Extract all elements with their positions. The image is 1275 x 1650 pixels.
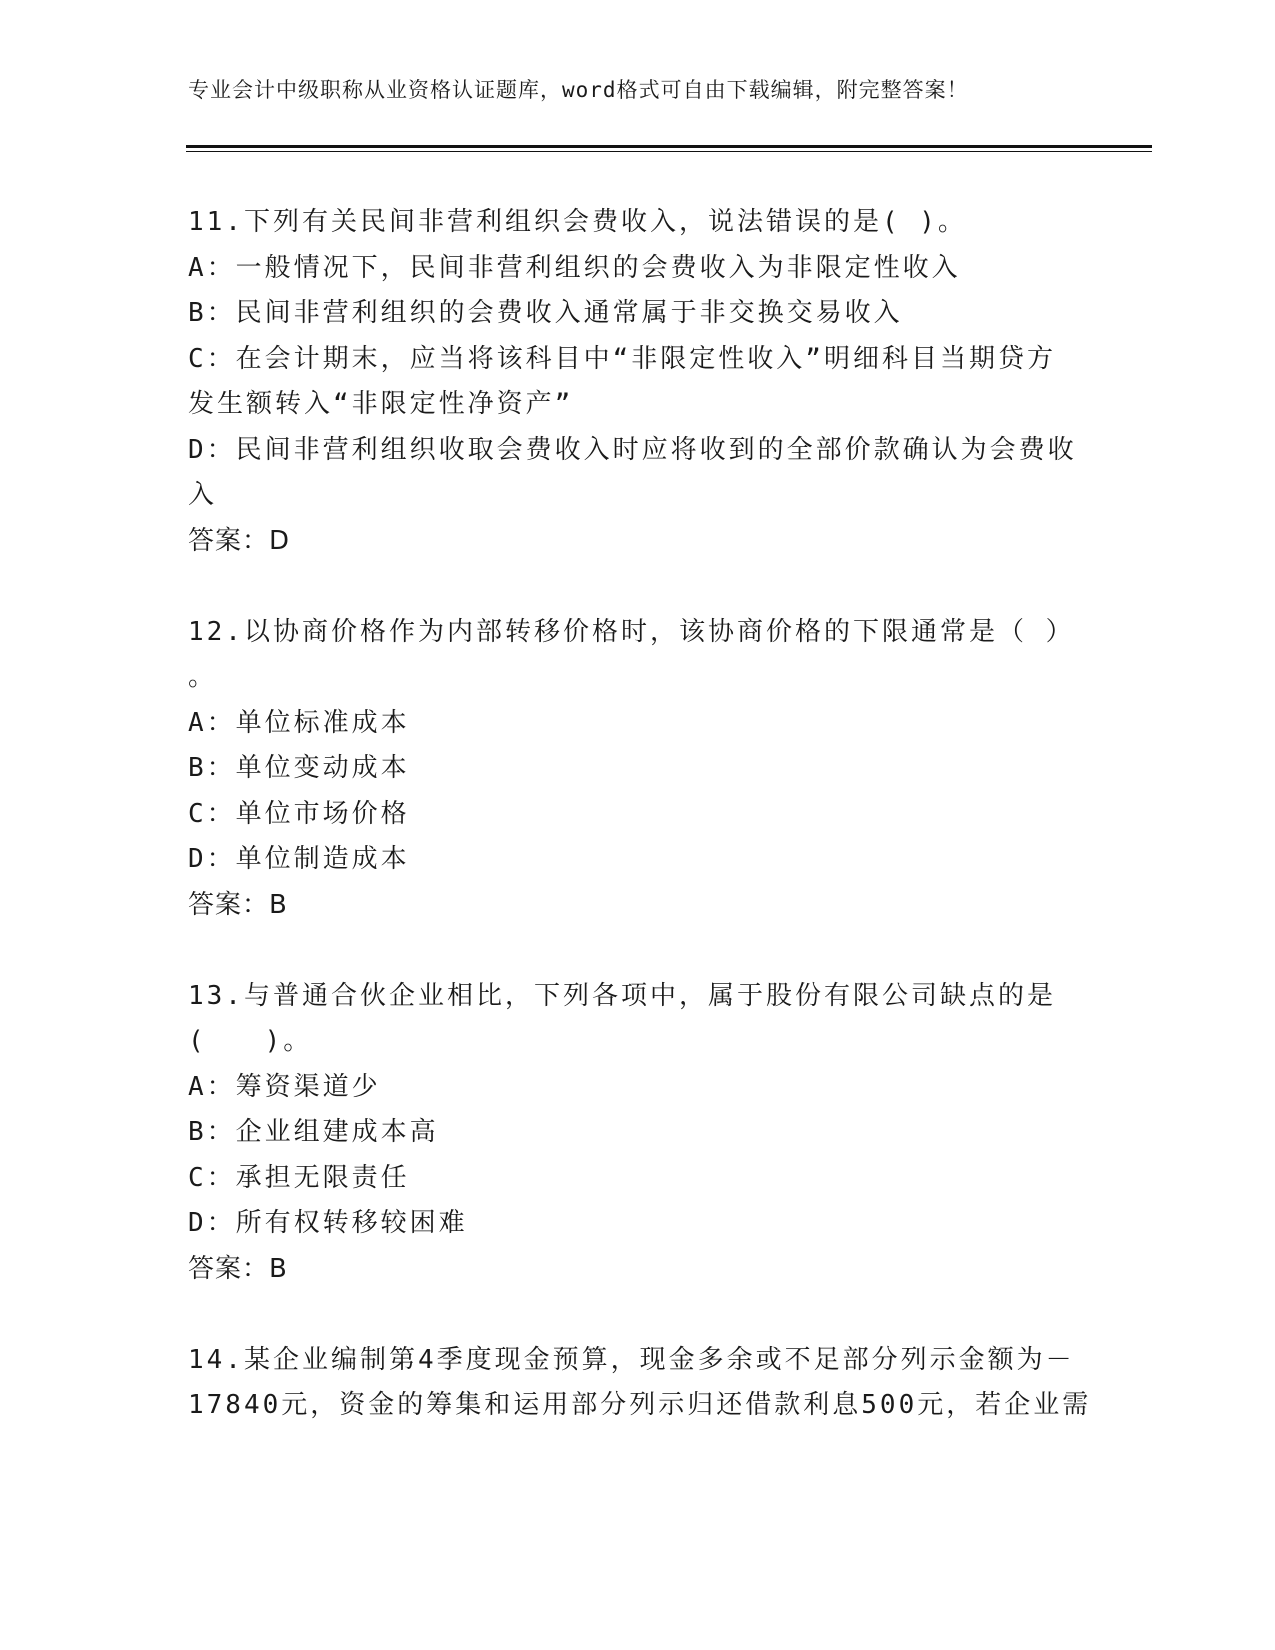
- option-d: D：所有权转移较困难: [188, 1208, 468, 1238]
- answer: 答案：B: [188, 1253, 288, 1284]
- header-rule-thick: [186, 145, 1152, 148]
- spacer: [188, 564, 1088, 610]
- header-rule-thin: [186, 151, 1152, 152]
- option-a: A：单位标准成本: [188, 707, 410, 738]
- option-a: A：筹资渠道少: [188, 1071, 381, 1102]
- option-a: A：一般情况下，民间非营利组织的会费收入为非限定性收入: [188, 252, 961, 283]
- option-d: D：民间非营利组织收取会费收入时应将收到的全部价款确认为会费收: [188, 434, 1077, 465]
- question-text: 14.某企业编制第4季度现金预算，现金多余或不足部分列示金额为－: [188, 1344, 1075, 1375]
- option-c-continued: 发生额转入“非限定性净资产”: [188, 389, 574, 419]
- question-text: 13.与普通合伙企业相比，下列各项中，属于股份有限公司缺点的是: [188, 980, 1056, 1011]
- page-header: 专业会计中级职称从业资格认证题库，word格式可自由下载编辑，附完整答案！: [188, 78, 969, 102]
- option-c: C：单位市场价格: [188, 798, 410, 829]
- spacer: [188, 1292, 1088, 1338]
- question-text-continued: 17840元，资金的筹集和运用部分列示归还借款利息500元，若企业需: [188, 1390, 1092, 1420]
- question-text: 12.以协商价格作为内部转移价格时，该协商价格的下限通常是（ ）: [188, 616, 1075, 647]
- question-text: 11.下列有关民间非营利组织会费收入，说法错误的是( )。: [188, 207, 967, 237]
- answer: 答案：D: [188, 525, 291, 556]
- option-d-continued: 入: [188, 480, 218, 510]
- spacer: [188, 928, 1088, 974]
- question-12: [188, 610, 1088, 929]
- option-b: B：单位变动成本: [188, 753, 410, 783]
- option-c: C：承担无限责任: [188, 1162, 410, 1193]
- question-text-continued: 。: [188, 662, 218, 692]
- option-c: C：在会计期末，应当将该科目中“非限定性收入”明细科目当期贷方: [188, 343, 1056, 374]
- option-b: B：企业组建成本高: [188, 1117, 439, 1147]
- option-d: D：单位制造成本: [188, 844, 410, 874]
- option-b: B：民间非营利组织的会费收入通常属于非交换交易收入: [188, 298, 903, 328]
- answer: 答案：B: [188, 889, 288, 920]
- question-text-continued: ( )。: [188, 1026, 313, 1056]
- question-13: [188, 974, 1088, 1293]
- question-11: [188, 200, 1088, 564]
- question-14: [188, 1338, 1092, 1429]
- question-list: [188, 200, 1092, 1429]
